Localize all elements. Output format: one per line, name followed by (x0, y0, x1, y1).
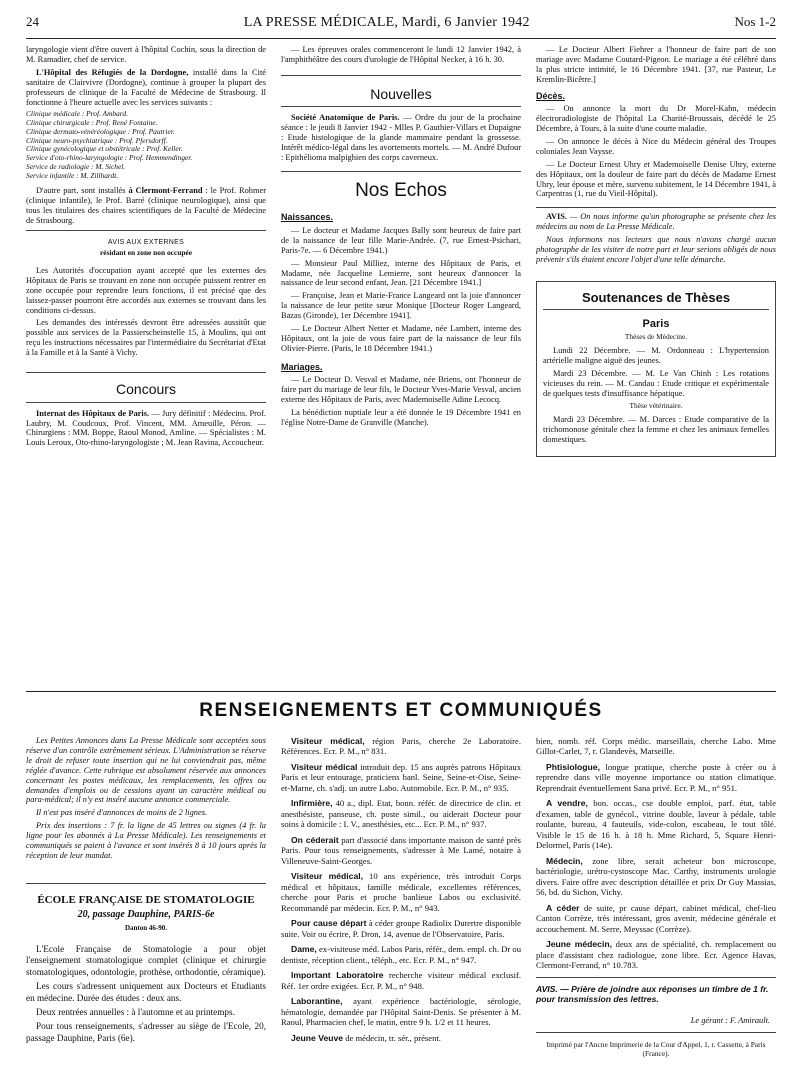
paragraph: — Le Docteur D. Vesval et Madame, née Briens, ont l'honneur de faire part du mariage de leur fils, le Docteur Yves-Marie Vesval, ancien externe des Hôpitaux de Paris, avec Mademoiselle Adine Lecocq. (281, 375, 521, 405)
page-number: 24 (26, 14, 39, 29)
classified-ad (536, 856, 776, 898)
bottom-column-1 (26, 736, 266, 1086)
publication-title: LA PRESSE MÉDICALE, Mardi, 6 Janvier 1942 (243, 15, 530, 30)
column-3 (536, 45, 776, 679)
paragraph-text: Nous informons nos lecteurs que nous n'avons chargé aucun photographe de les visiter de notre part et leur serions obligés de nous prévenir s'ils étaient encore l'objet d'une telle démarche. (536, 235, 776, 265)
paragraph-text: — On nous informe qu'un photographe se présente chez les médecins au nom de La Presse Médicale. (536, 212, 776, 232)
paragraph: — Le docteur et Madame Jacques Bally sont heureux de faire part de la naissance de leur fille Marie-Andrée. (7, rue Ernest-Psichari, Paris-7e. — 6 Décembre 1941.) (281, 225, 521, 255)
classified-ad (536, 903, 776, 934)
city-heading: Paris (642, 318, 670, 331)
bottom-column-3 (536, 736, 776, 1086)
classified-ad (281, 944, 521, 965)
printer-credit: Imprimé par l'Ancne Imprimerie de la Cour d'Appel, 1, r. Cassette, à Paris (France). (536, 1032, 776, 1058)
ad-text: deux ans de spécialité, ch. remplacement ou place d'assistant chez radiologue, zone libre. Ecr. Agence Havas, Clermont-Ferrand, n° 10.783. (536, 939, 776, 971)
ad-heading: Jeune médecin, (546, 939, 612, 950)
list-item: Service d'oto-rhino-laryngologie : Prof. Hemmendinger. (26, 153, 193, 163)
classified-ad (536, 762, 776, 793)
ad-text: ayant expérience bactériologie, sérologie, hématologie, demandée par l'Hôpital Saint-Denis. Se présenter à M. Raoul, Pharmacien chef, le matin, entre 9 h. 1/2 et 11 heures. (281, 996, 521, 1028)
ad-text: de médecin, tr. sér., présent. (345, 1032, 441, 1043)
classified-ad (281, 762, 521, 793)
subheading-mariages: Mariages. (281, 361, 323, 372)
list-item: Clinique médicale : Prof. Ambard. (26, 109, 128, 119)
ad-text: de suite, pr cause départ, cabinet médical, chef-lieu Canton Corrèze, très intéressant, gros avenir, médecine générale et accouchement. M. Serre, Meyssac (Corrèze). (536, 902, 776, 934)
school-text (26, 944, 266, 1044)
ad-text: bon. occas., cse double emploi, parf. état, table d'examen, table de gynécol., vitrine double, laveur à pédale, table roulante, bureau, 4 fauteuils, vide-colon, escabeau, le tout tôlé. Visible le 15 de 16 h. à 18 h. Mme Richard, 5, Square Henri-Delormel, Paris (14e). (536, 798, 776, 851)
classified-ad (281, 970, 521, 991)
notice-subtitle: résidant en zone non occupée (100, 248, 192, 258)
classified-ad (281, 871, 521, 913)
section-title-theses: Soutenances de Thèses (543, 290, 769, 310)
paragraph-heading: Société Anatomique de Paris. (291, 113, 400, 123)
gerant-signature: Le gérant : F. Amirault. (690, 1015, 770, 1025)
classified-ad (281, 918, 521, 939)
classified-ad: bien, nomb. réf. Corps médic. marseillais, cherche Labo. Mme Gillot-Carlet, 7, r. Glandevès, Marseille. (536, 736, 776, 757)
paragraph: — Le Docteur Albert Netter et Madame, née Lambert, interne des Hôpitaux, ont la joie de vous faire part de la naissance de leur fils Olivier-Pierre. (Paris, le 18 Décembre 1941.) (281, 324, 521, 353)
ad-heading: Visiteur médical, (291, 871, 364, 882)
ad-text: zone libre, serait acheteur bon microscope, bactériologie, urétro-cystoscope Mac. Carthy, instruments urologie divers. Faire offre avec description détaillée et prix Dr Guy Massias, 56, bd. du Sichon, Vichy. (536, 855, 776, 898)
paragraph: Deux rentrées annuelles : à l'automne et au printemps. (36, 1006, 235, 1017)
paragraph: Les cours s'adressent uniquement aux Docteurs et Etudiants en médecine. Durée des études : deux ans. (26, 981, 266, 1003)
bottom-columns (26, 736, 776, 1086)
paragraph (281, 113, 521, 163)
paragraph: Pour tous renseignements, s'adresser au siège de l'Ecole, 20, passage Dauphine, Paris (6e). (26, 1021, 266, 1043)
column-1 (26, 45, 266, 679)
ad-heading: Visiteur médical (291, 761, 358, 772)
ad-heading: Infirmière, (291, 798, 333, 809)
avis-label: AVIS. (546, 212, 568, 222)
ad-text: à céder groupe Radiolix Dutertre disponible suite. Voir ou écrire, P. Dron, 14, avenue de l'Observatoire, Paris. (281, 918, 521, 939)
list-item: Clinique gynécologique et obstétricale : Prof. Keller. (26, 144, 183, 154)
paragraph: Mardi 23 Décembre. — M. Le Van Chinh : Les rotations vicieuses du rein. — M. Candau : Etude critique et expérimentale de quelques tests d'insuffisance hépatique. (543, 368, 769, 398)
list-item: Clinique neuro-psychiatrique : Prof. Pfersdorff. (26, 135, 168, 145)
ad-heading: Important Laboratoire (291, 970, 384, 981)
classified-ad (536, 939, 776, 970)
school-telephone: Danton 46-90. (124, 923, 167, 932)
ad-heading: A vendre, (546, 798, 588, 809)
paragraph-text: — Jury définitif : Médecins. Prof. Laubry, M. Coudcoux, Prof. Vincent, MM. Ameuille, Péron. — Chirurgiens : MM. Boppe, Raoul Monod, Amline. — Spécialistes : M. Louis Leroux, Oto-rhino-laryngologiste ; M. Jean Ravina, Accoucheur. (26, 408, 266, 448)
paragraph-text: installé dans la Cité sanitaire de Clairvivre (Dordogne), continue à grouper la plupart des professeurs de clinique de la Faculté de Médecine de Strasbourg. Il fonctionne à l'heure actuelle avec les services suivants : (26, 67, 266, 107)
theses-category: Thèses de Médecine. (624, 332, 688, 342)
paragraph-heading: à Clermont-Ferrand (128, 186, 203, 196)
list-item: Service infantile : M. Zillhardt. (26, 170, 119, 180)
school-address: 20, passage Dauphine, PARIS-6e (77, 908, 215, 920)
ad-heading: Visiteur médical, (291, 736, 365, 746)
ad-text: ex-visiteuse méd. Labos Paris, référ., dem. empl. ch. Dr ou dentiste, réception client., téléph., etc. Ecr. P. M., n° 947. (281, 944, 521, 965)
paragraph (536, 235, 776, 265)
paragraph: — Le Docteur Ernest Uhry et Mademoiselle Denise Uhry, externe des Hôpitaux, ont la douleur de faire part du décès de Madame Ernest Uhry, leur épouse et mère, survenu subitement, le 14 Décembre 1941, à Carpentras (1, rue du Vieil-Hôpital). (536, 159, 776, 199)
ad-heading: Pour cause départ (291, 918, 367, 929)
notice-title: AVIS AUX EXTERNES (107, 238, 185, 246)
services-list (26, 110, 266, 180)
bottom-column-2 (281, 736, 521, 1086)
school-title: ÉCOLE FRANÇAISE DE STOMATOLOGIE (26, 883, 266, 907)
paragraph: — Françoise, Jean et Marie-France Langeard ont la joie d'annoncer la naissance de leur petite sœur Monique [Docteur Roger Langeard, Bazas (Gironde), 1er Décembre 1941]. (281, 291, 521, 321)
ad-heading: Laborantine, (291, 996, 343, 1007)
paragraph-text: — Ordre du jour de la prochaine séance : le jeudi 8 Janvier 1942 - Mlles P. Gauthier-Villars et Dupaigne : Etude histologique de la glande mammaire pendant la grossesse. Intérêt médico-légal dans les avortements mortels. — M. André Dufour : Epithélioma malpighien des corps caverneux. (281, 113, 521, 162)
ad-heading: A céder (546, 902, 580, 913)
ad-text: introduit dep. 15 ans auprès patrons Hôpitaux Paris et leur entourage, praticiens banl. Seine, Seine-et-Oise, Seine-et-Marne, ch. s'adj. un autre Labo. Automobile. Ecr. P. M., n° 935. (281, 761, 521, 793)
paragraph: Lundi 22 Décembre. — M. Ordonneau : L'hypertension artérielle maligne aiguë des jeunes. (543, 345, 769, 365)
top-columns (26, 45, 776, 679)
intro-paragraph: Il n'est pas inséré d'annonces de moins de 2 lignes. (36, 808, 208, 818)
classified-ad (281, 736, 521, 757)
intro-paragraph: Les Petites Annonces dans La Presse Médicale sont acceptées sous réserve d'un contrôle extrêmement sérieux. L'Administration se réserve le droit de refuser toute insertion qui ne lui conviendrait pas, même réglée d'avance. Cette rubrique est absolument réservée aux annonces concernant les postes médicaux, les remplacements, les offres ou demandes d'emplois ou de cessions ayant un caractère médical ou para-médical; il n'y est inséré aucune annonce commerciale. (26, 736, 266, 805)
paragraph: La bénédiction nuptiale leur a été donnée le 19 Décembre 1941 en l'église Notre-Dame de Granville (Manche). (281, 408, 521, 427)
page-header (26, 14, 776, 39)
list-item: Clinique dermato-vénéréologique : Prof. Pautrier. (26, 126, 175, 136)
paragraph-heading: Internat des Hôpitaux de Paris. (36, 408, 150, 418)
ad-text: 10 ans expérience, très introduit Corps médical et hôpitaux, famille médicale, excellentes références, cherche pour Paris et proche banlieue Labos ou exclusivité. Recommandé par médecin. Ecr. P. M., n° 943. (281, 871, 521, 913)
paragraph (536, 212, 776, 232)
classified-ad (536, 798, 776, 850)
list-item: Service de radiologie : M. Sichel. (26, 161, 126, 171)
paragraph: Mardi 23 Décembre. — M. Darces : Etude comparative de la trichomonose génitale chez la femme et chez les animaux femelles domestiques. (543, 415, 769, 445)
paragraph (26, 186, 266, 226)
ad-heading: On céderait (291, 834, 339, 845)
section-title-nouvelles: Nouvelles (281, 75, 521, 108)
paragraph-heading: L'Hôpital des Réfugiés de la Dordogne, (36, 67, 189, 77)
ad-heading: Médecin, (546, 855, 583, 866)
avis-notice: AVIS. — Prière de joindre aux réponses un timbre de 1 fr. pour transmission des lettres. (536, 977, 776, 1004)
ad-heading: Jeune Veuve (291, 1032, 344, 1043)
divider (536, 207, 776, 208)
section-banner: RENSEIGNEMENTS ET COMMUNIQUÉS (26, 691, 776, 736)
classified-ad (281, 798, 521, 829)
paragraph: L'Ecole Française de Stomatologie a pour objet l'enseignement stomatologique complet (clinique et chirurgie stomatologiques, odontologie, prothèse, orthodontie, céramique). (26, 943, 266, 977)
paragraph-text: D'autre part, sont installés (36, 186, 126, 196)
paragraph-text: : le Prof. Rohmer (clinique infantile), le Prof. Barré (clinique neurologique), ainsi que tous les titulaires des chaires scientifiques de la Faculté de Médecine de Strasbourg. (26, 186, 266, 226)
subheading-deces: Décès. (536, 90, 566, 101)
paragraph: laryngologie vient d'être ouvert à l'hôpital Cochin, sous la direction de M. Ramadier, chef de service. (26, 45, 266, 64)
divider (26, 230, 266, 231)
section-title-echos: Nos Echos (281, 171, 521, 206)
classified-ad (281, 835, 521, 866)
ad-heading: Dame, (291, 944, 317, 955)
column-2 (281, 45, 521, 679)
intro-paragraph: Prix des insertions : 7 fr. la ligne de 45 lettres ou signes (4 fr. la ligne pour les abonnés à La Presse Médicale). Les renseignements et communiqués se paient à l'avance et sont insérés 8 à 10 jours après la réception de leur mandat. (26, 821, 266, 860)
subheading-naissances: Naissances. (281, 212, 334, 223)
ad-text: part d'associé dans importante maison de santé près Paris. Pour tous renseignements, s'adresser à Me Lamé, notaire à Villeneuve-Saint-Georges. (281, 834, 521, 866)
issue-number: Nos 1-2 (734, 14, 776, 29)
classified-ad (281, 1033, 521, 1043)
paragraph: Les Autorités d'occupation ayant accepté que les externes des Hôpitaux de Paris se trouvant en zone non occupée puissent rentrer en zone occupée pour reprendre leurs fonctions, il est précisé que des laissez-passer pourront être accordés aux externes se trouvant dans les conditions ci-dessus. (26, 265, 266, 315)
theses-category: Thèse vétérinaire. (629, 401, 683, 411)
paragraph (26, 409, 266, 449)
paragraph: Les demandes des intéressés devront être adressées aussitôt que possible aux services de la Passierscheinstelle 15, à Moulins, qui ont reçu les instructions nécessaires par l'intermédiaire du Secrétariat d'Etat à la Famille et à la Santé à Vichy. (26, 318, 266, 358)
paragraph: — On annonce le décès à Nice du Médecin général des Troupes coloniales Jean Vaysse. (536, 136, 776, 156)
paragraph: — On annonce la mort du Dr Morel-Kahn, médecin électroradiologiste de l'hôpital La Charité-Broussais, décédé le 25 Décembre, à Tours, à la suite d'une courte maladie. (536, 104, 776, 134)
ad-text: 40 a., dipl. Etat, bonn. référ. de directrice de clin. et anesthésiste, panseuse, ch. poste simil., ou aiderait Docteur pour soins à domicile : I. V., anesthésies, etc... Ecr. P. M., n° 937. (281, 798, 521, 830)
classified-ad (281, 996, 521, 1027)
paragraph (26, 68, 266, 108)
ad-text: recherche visiteur médical exclusif. Réf. 1er ordre exigées. Ecr. P. M., n° 948. (281, 970, 521, 991)
theses-box (536, 281, 776, 457)
list-item: Clinique chirurgicale : Prof. René Fontaine. (26, 118, 158, 128)
ad-text: longue pratique, cherche poste à créer ou à reprendre dans ville moyenne importance ou station climatique. Reprendrait éventuellement Sana privé. Ecr. P. M., n° 951. (536, 761, 776, 793)
section-title-concours: Concours (26, 372, 266, 403)
paragraph: — Monsieur Paul Milliez, interne des Hôpitaux de Paris, et Madame, née Jacqueline Lemierre, sont heureux d'annoncer la naissance de leur second enfant, Jean. [21 Décembre 1941.] (281, 258, 521, 288)
ad-heading: Phtisiologue, (546, 761, 600, 772)
paragraph: — Les épreuves orales commenceront le lundi 12 Janvier 1942, à l'amphithéâtre des cours d'urologie de l'Hôpital Necker, à 16 h. 30. (281, 45, 521, 64)
paragraph: — Le Docteur Albert Fiehrer a l'honneur de faire part de son mariage avec Madame Coutard-Pigeon. Le mariage a été célébré dans la plus stricte intimité, le 16 Décembre 1941. [37, rue Pasteur, Le Kremlin-Bicêtre.] (536, 45, 776, 84)
ad-text: région Paris, cherche 2e Laboratoire. Références. Ecr. P. M., n° 831. (281, 736, 521, 757)
